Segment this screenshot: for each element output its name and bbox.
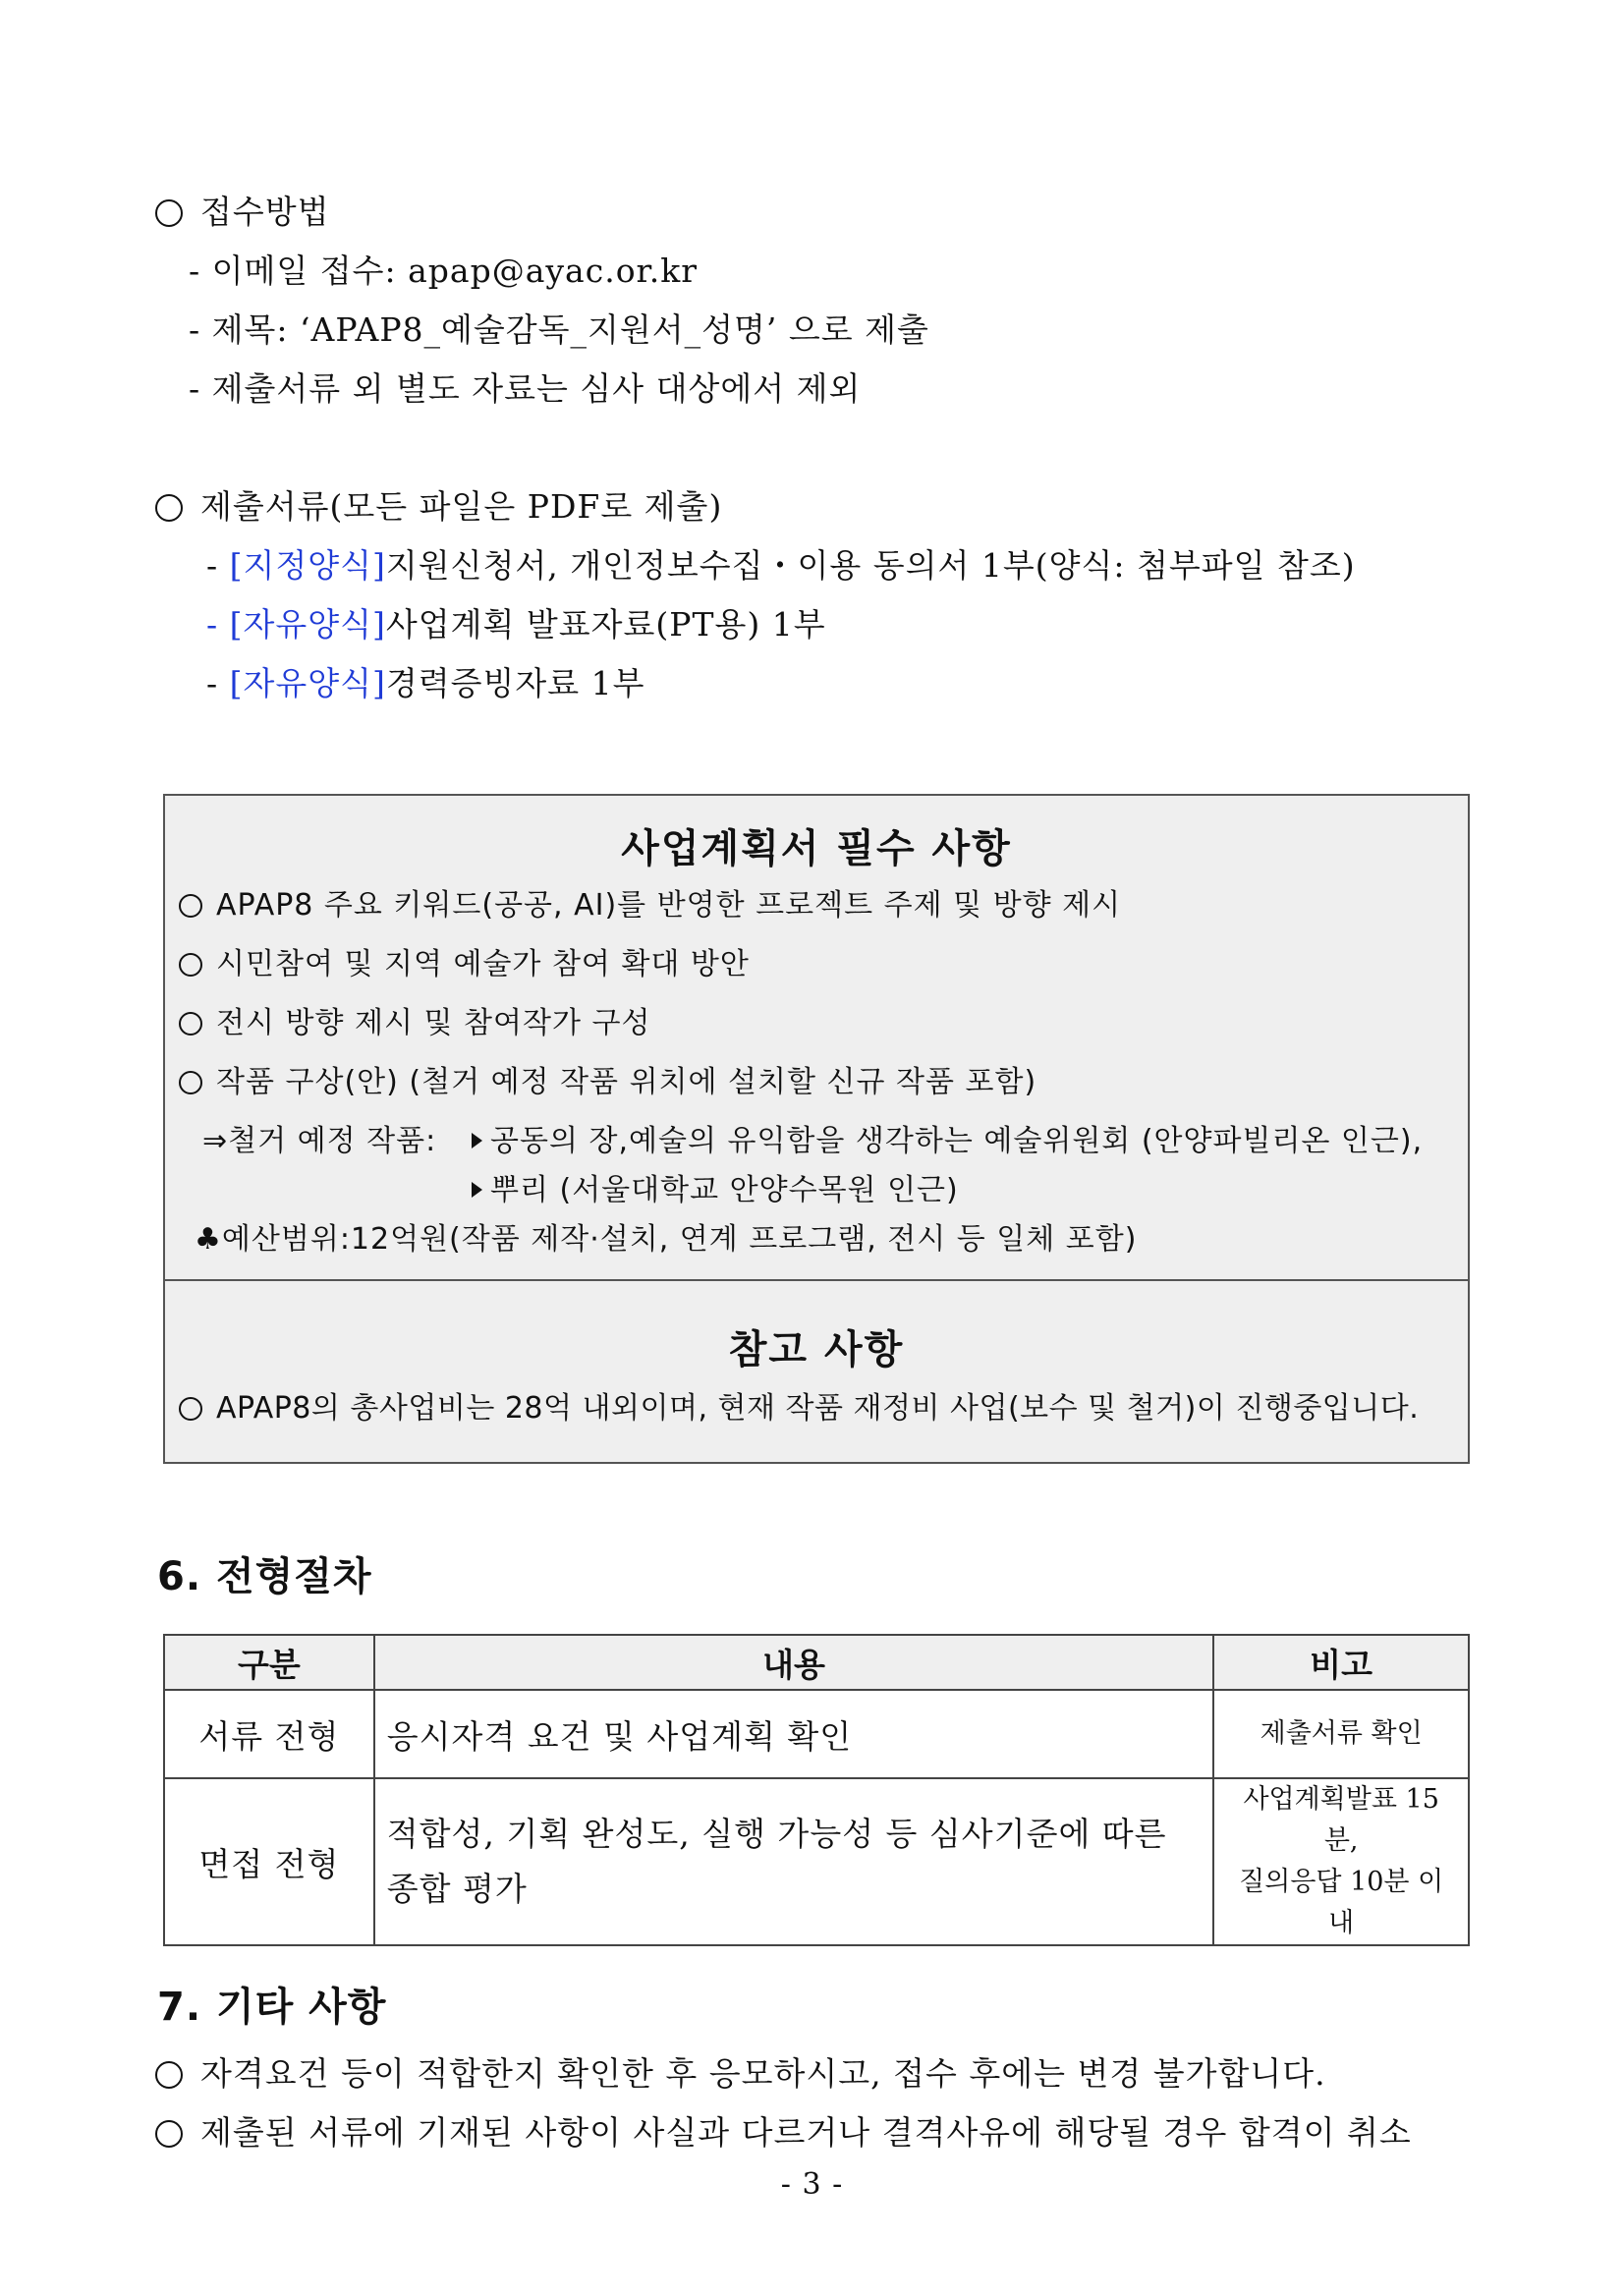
submit-item-title: - 제목: ‘APAP8_예술감독_지원서_성명’ 으로 제출	[189, 310, 929, 349]
reference-box	[163, 1279, 1470, 1464]
other-item: 자격요건 등이 적합한지 확인한 후 응모하시고, 접수 후에는 변경 불가합니다.	[155, 2053, 1326, 2095]
submit-heading: 접수방법	[155, 192, 330, 233]
other-item: 제출된 서류에 기재된 사항이 사실과 다르거나 결격사유에 해당될 경우 합격이 취소	[155, 2112, 1412, 2154]
circle-bullet-icon	[179, 1397, 202, 1421]
plan-box-item: APAP8 주요 키워드(공공, AI)를 반영한 프로젝트 주제 및 방향 제시	[179, 886, 1121, 925]
removal-work-item: 공동의 장,예술의 유익함을 생각하는 예술위원회 (안양파빌리온 인근),	[472, 1122, 1423, 1161]
submit-item-email: - 이메일 접수: apap@ayac.or.kr	[189, 252, 698, 290]
circle-bullet-icon	[179, 1012, 202, 1036]
circle-bullet-icon	[179, 953, 202, 977]
table-header-cell: 구분	[164, 1635, 374, 1690]
triangle-bullet-icon	[472, 1133, 482, 1148]
table-cell-type: 서류 전형	[164, 1690, 374, 1778]
table-cell-type: 면접 전형	[164, 1778, 374, 1945]
plan-box-item: 작품 구상(안) (철거 예정 작품 위치에 설치할 신규 작품 포함)	[179, 1063, 1036, 1102]
docs-heading: 제출서류(모든 파일은 PDF로 제출)	[155, 486, 722, 528]
page-number: - 3 -	[780, 2167, 844, 2202]
submit-item-exclude: - 제출서류 외 별도 자료는 심사 대상에서 제외	[189, 369, 862, 408]
removal-work-item: 뿌리 (서울대학교 안양수목원 인근)	[472, 1171, 959, 1210]
reference-box-title: 참고 사항	[728, 1327, 905, 1372]
selection-process-table	[163, 1634, 1470, 1946]
circle-bullet-icon	[155, 2120, 183, 2148]
table-row	[164, 1690, 1469, 1778]
table-cell-note: 사업계획발표 15분, 질의응답 10분 이내	[1213, 1778, 1469, 1945]
docs-item-application: - [지정양식]지원신청서, 개인정보수집・이용 동의서 1부(양식: 첨부파일 참조)	[206, 546, 1356, 585]
table-header-row	[164, 1635, 1469, 1690]
plan-box-title: 사업계획서 필수 사항	[621, 826, 1012, 871]
table-cell-content: 적합성, 기획 완성도, 실행 가능성 등 심사기준에 따른 종합 평가	[374, 1778, 1214, 1945]
triangle-bullet-icon	[472, 1182, 482, 1198]
plan-box-item: 전시 방향 제시 및 참여작가 구성	[179, 1004, 650, 1043]
docs-item-presentation: - [자유양식]사업계획 발표자료(PT용) 1부	[206, 605, 826, 644]
table-cell-content: 응시자격 요건 및 사업계획 확인	[374, 1690, 1214, 1778]
table-header-cell: 비고	[1213, 1635, 1469, 1690]
plan-requirements-box	[163, 794, 1470, 1281]
circle-bullet-icon	[155, 494, 183, 522]
section-heading: 6. 전형절차	[157, 1554, 372, 1599]
docs-item-career: - [자유양식]경력증빙자료 1부	[206, 664, 645, 702]
circle-bullet-icon	[155, 199, 183, 227]
reference-box-item: APAP8의 총사업비는 28억 내외이며, 현재 작품 재정비 사업(보수 및 철거)이 진행중입니다.	[179, 1389, 1419, 1428]
section-heading: 7. 기타 사항	[157, 1985, 387, 2030]
circle-bullet-icon	[179, 894, 202, 918]
removal-works-label: ⇒철거 예정 작품:	[202, 1124, 437, 1158]
table-header-cell: 내용	[374, 1635, 1214, 1690]
circle-bullet-icon	[155, 2061, 183, 2089]
budget-range: ♣예산범위:12억원(작품 제작·설치, 연계 프로그램, 전시 등 일체 포함)	[195, 1222, 1138, 1257]
table-row	[164, 1778, 1469, 1945]
plan-box-item: 시민참여 및 지역 예술가 참여 확대 방안	[179, 945, 750, 984]
circle-bullet-icon	[179, 1071, 202, 1094]
table-cell-note: 제출서류 확인	[1213, 1690, 1469, 1778]
